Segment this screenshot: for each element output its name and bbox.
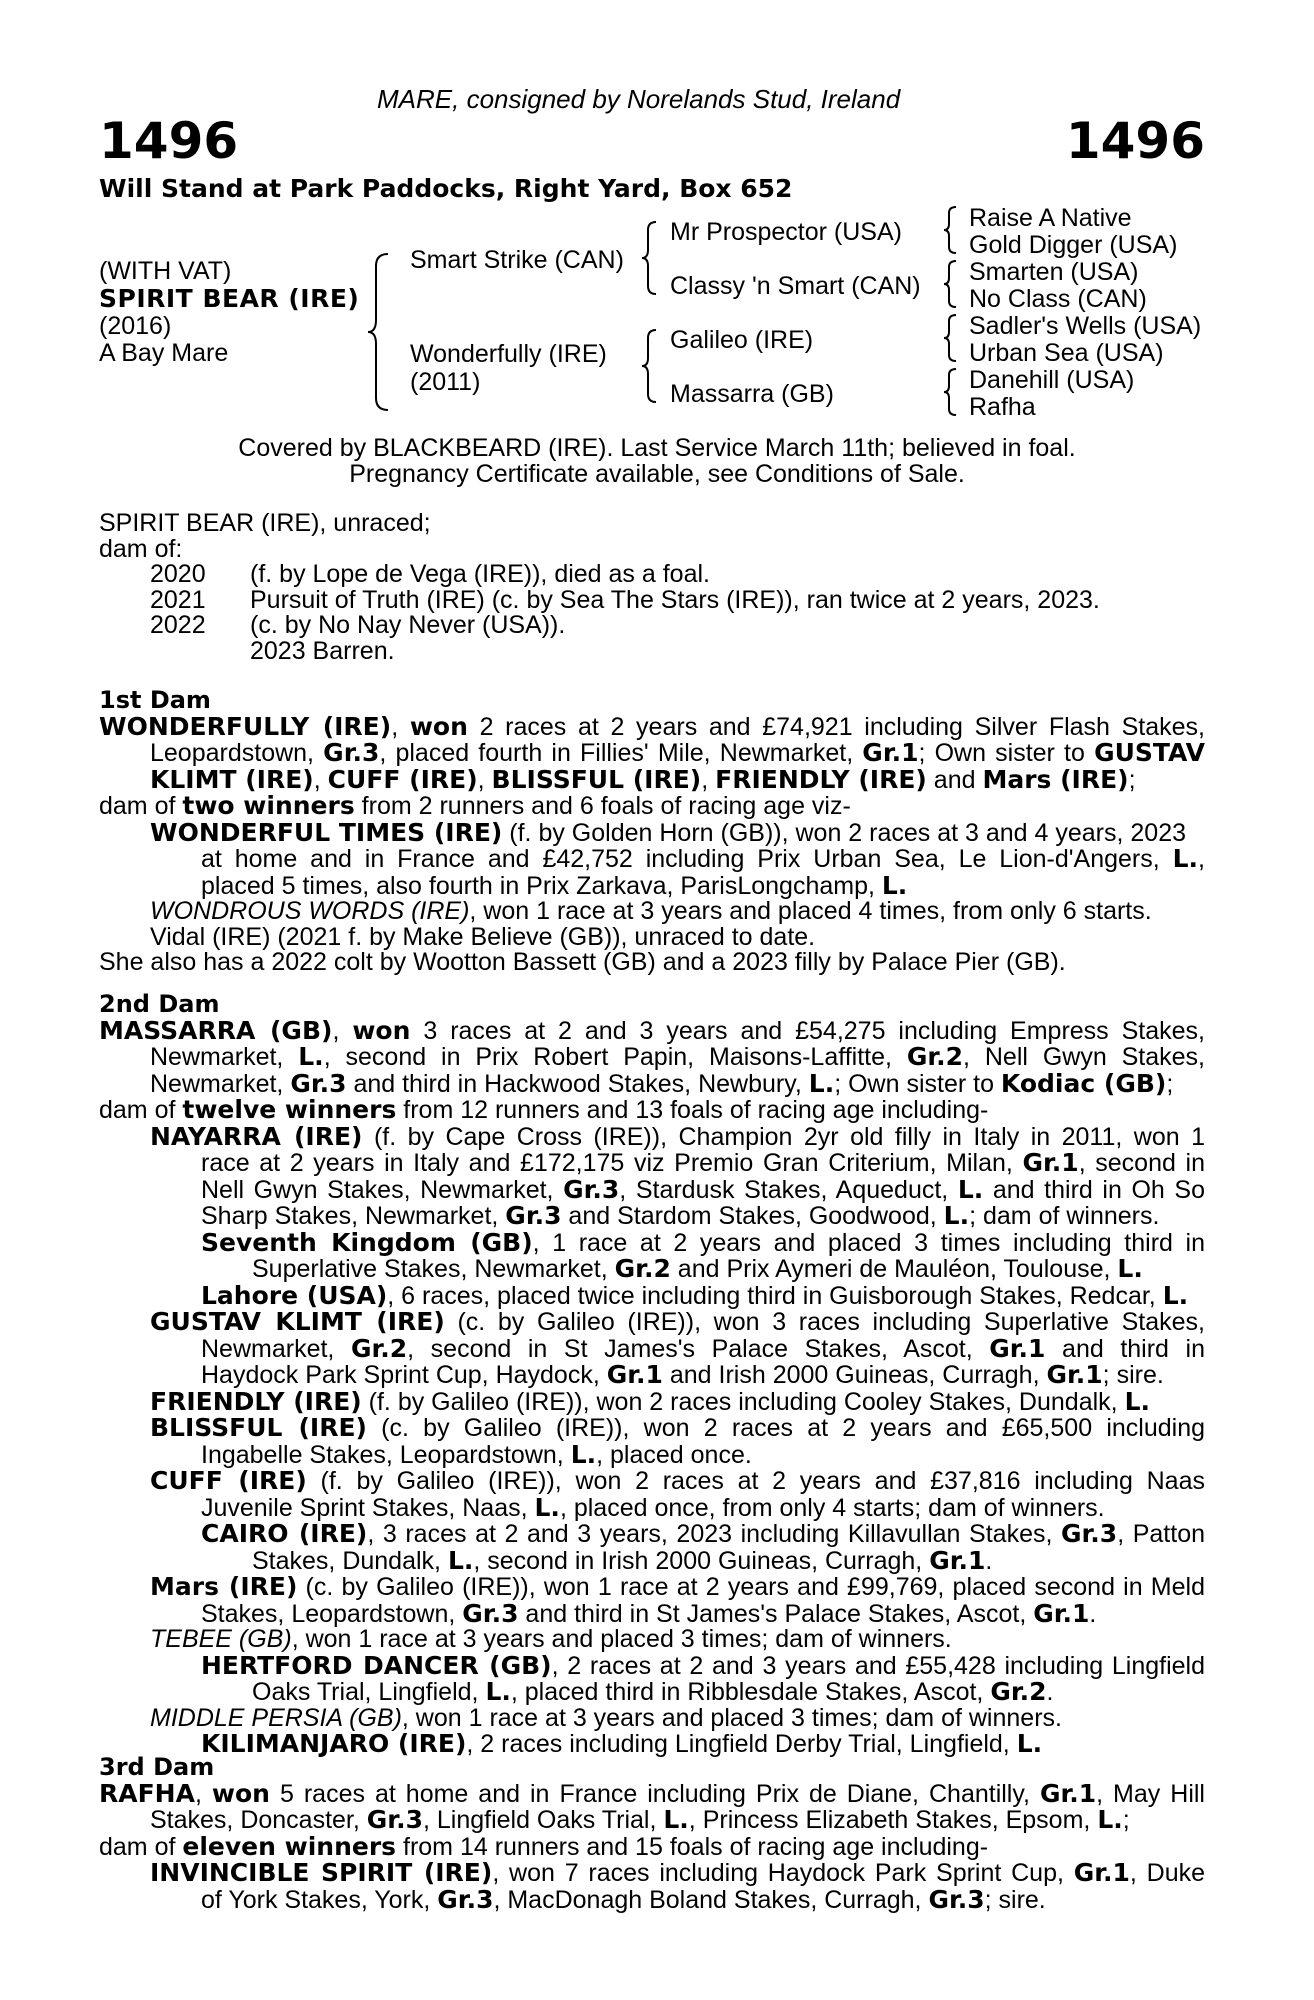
first-dam-line: Leopardstown, Gr.3, placed fourth in Fillies' Mile, Newmarket, Gr.1; Own sister to GUSTAV (150, 738, 1205, 767)
first-dam-name: WONDERFULLY (IRE) (99, 711, 392, 741)
produce-intro: SPIRIT BEAR (IRE), unraced; (99, 509, 431, 537)
gen3-4: Massarra (GB) (670, 380, 834, 408)
progeny-line: at home and in France and £42,752 including Prix Urban Sea, Le Lion-d'Angers, L., (201, 844, 1205, 873)
gen3-3: Galileo (IRE) (670, 326, 814, 354)
progeny-line: KILIMANJARO (IRE), 2 races including Lingfield Derby Trial, Lingfield, L. (201, 1729, 1043, 1758)
second-dam-section: 2nd Dam MASSARRA (GB), won 3 races at 2 and 3 years and £54,275 including Empress Stakes, Newmarket, L., second in Prix Robert Papin, Maisons-Laffitte, Gr.2, Nell Gwyn Stakes, Newmarket, Gr.3 and third in Hackwood Stakes, Newbury, L.; Own sister to Kodiac (GB); dam of twelve winners from 12 runners and 13 foals of racing age including- NAYARRA (IRE) (f. by Cape Cross (IRE)), Champion 2yr old filly in Italy in 2011, won 1 race at 2 years in Italy and £172,175 viz Premio Gran Criterium, Milan, Gr.1, second in Nell Gwyn Stakes, Newmarket, Gr.3, Stardusk Stakes, Aqueduct, L. and third in Oh So Sharp Stakes, Newmarket, Gr.3 and Stardom Stakes, Goodwood, L.; dam of winners. Seventh Kingdom (GB), 1 race at 2 years and placed 3 times including third in Superlative Stakes, Newmarket, Gr.2 and Prix Aymeri de Mauléon, Toulouse, L. Lahore (USA), 6 races, placed twice including third in Guisborough Stakes, Redcar, L. GUSTAV KLIMT (IRE) (c. by Galileo (IRE)), won 3 races including Superlative Stakes, Newmarket, Gr.2, second in St James's Palace Stakes, Ascot, Gr.1 and third in Haydock Park Sprint Cup, Haydock, Gr.1 and Irish 2000 Guineas, Curragh, Gr.1; sire. FRIENDLY (IRE) (f. by Galileo (IRE)), won 2 races including Cooley Stakes, Dundalk, L. BLISSFUL (IRE) (c. by Galileo (IRE)), won 2 races at 2 years and £65,500 including Ingabelle Stakes, Leopardstown, L., placed once. CUFF (IRE) (f. by Galileo (IRE)), won 2 races at 2 years and £37,816 including Naas Juvenile Sprint Stakes, Naas, L., placed once, from only 4 starts; dam of winners. CAIRO (IRE), 3 races at 2 and 3 years, 2023 including Killavullan Stakes, Gr.3, Patton Stakes, Dundalk, L., second in Irish 2000 Guineas, Curragh, Gr.1. Mars (IRE) (c. by Galileo (IRE)), won 1 race at 2 years and £99,769, placed second in Meld Stakes, Leopardstown, Gr.3 and third in St James's Palace Stakes, Ascot, Gr.1. TEBEE (GB), won 1 race at 3 years and placed 3 times; dam of winners. HERTFORD DANCER (GB), 2 races at 2 and 3 years and £55,428 including Lingfield Oaks Trial, Lingfield, L., placed third in Ribblesdale Stakes, Ascot, Gr.2. MIDDLE PERSIA (GB), won 1 race at 3 years and placed 3 times; dam of winners. KILIMANJARO (IRE), 2 races including Lingfield Derby Trial, Lingfield, L. (99, 990, 1206, 1758)
first-dam-section (99, 688, 1205, 976)
pedigree-brace-4 (944, 205, 958, 255)
progeny-line: CAIRO (IRE), 3 races at 2 and 3 years, 2023 including Killavullan Stakes, Gr.3, Patton (201, 1519, 1205, 1548)
first-dam-line: WONDERFULLY (IRE), won 2 races at 2 years and £74,921 including Silver Flash Stakes, (99, 711, 1205, 741)
produce-item (99, 562, 1205, 588)
dam-name: Wonderfully (IRE) (410, 340, 607, 368)
progeny-line: HERTFORD DANCER (GB), 2 races at 2 and 3 years and £55,428 including Lingfield (201, 1650, 1206, 1680)
gen3-1: Mr Prospector (USA) (670, 218, 902, 246)
second-dam-heading: 2nd Dam (99, 990, 220, 1018)
produce-year: 2020 (150, 560, 206, 588)
gen4-3: Smarten (USA) (969, 258, 1139, 286)
progeny-line: Lahore (USA), 6 races, placed twice including third in Guisborough Stakes, Redcar, L. (201, 1280, 1189, 1310)
pedigree-brace-2 (642, 220, 658, 296)
pedigree-brace-7 (944, 367, 958, 417)
progeny-line: INVINCIBLE SPIRIT (IRE), won 7 races including Haydock Park Sprint Cup, Gr.1, Duke (150, 1858, 1205, 1887)
vat-label: (WITH VAT) (99, 257, 232, 285)
produce-item (99, 585, 1205, 614)
progeny-line: CUFF (IRE) (f. by Galileo (IRE)), won 2 races at 2 years and £37,816 including Naas (150, 1466, 1205, 1495)
first-dam-line: KLIMT (IRE), CUFF (IRE), BLISSFUL (IRE), FRIENDLY (IRE) and Mars (IRE); (150, 764, 1136, 794)
progeny-line: WONDERFUL TIMES (IRE) (f. by Golden Horn (GB)), won 2 races at 3 and 4 years, 2023 (150, 817, 1187, 847)
produce-item (99, 636, 1205, 665)
progeny-line: GUSTAV KLIMT (IRE) (c. by Galileo (IRE)), won 3 races including Superlative Stakes, (150, 1307, 1205, 1336)
produce-dam-of: dam of: (99, 534, 183, 563)
produce-text: Pursuit of Truth (IRE) (c. by Sea The Stars (IRE)), ran twice at 2 years, 2023. (250, 585, 1100, 614)
third-dam-section: 3rd Dam RAFHA, won 5 races at home and in France including Prix de Diane, Chantilly, Gr.1, May Hill Stakes, Doncaster, Gr.3, Lingfield Oaks Trial, L., Princess Elizabeth Stakes, Epsom, L.; dam of eleven winners from 14 runners and 15 foals of racing age including- INVINCIBLE SPIRIT (IRE), won 7 races including Haydock Park Sprint Cup, Gr.1, Duke of York Stakes, York, Gr.3, MacDonagh Boland Stakes, Curragh, Gr.3; sire. (99, 1753, 1205, 1914)
pedigree-brace-1 (368, 252, 390, 412)
won-label: won (409, 711, 468, 741)
pedigree-brace-3 (642, 328, 658, 404)
produce-year: 2022 (150, 611, 206, 639)
progeny-line: FRIENDLY (IRE) (f. by Galileo (IRE)), won 2 races including Cooley Stakes, Dundalk, L. (150, 1386, 1150, 1416)
gen3-2: Classy 'n Smart (CAN) (670, 272, 921, 300)
progeny-line: placed 5 times, also fourth in Prix Zarkava, ParisLongchamp, L. (201, 870, 908, 900)
progeny-line: MIDDLE PERSIA (GB), won 1 race at 3 years and placed 3 times; dam of winners. (150, 1703, 1062, 1732)
stand-location: Will Stand at Park Paddocks, Right Yard, Box 652 (99, 174, 793, 203)
gen4-6: Urban Sea (USA) (969, 339, 1164, 367)
progeny-line: Mars (IRE) (c. by Galileo (IRE)), won 1 race at 2 years and £99,769, placed second in Meld (150, 1572, 1205, 1601)
progeny-line: NAYARRA (IRE) (f. by Cape Cross (IRE)), Champion 2yr old filly in Italy in 2011, won 1 (150, 1121, 1205, 1151)
gen4-4: No Class (CAN) (969, 285, 1147, 313)
covering-line-1: Covered by BLACKBEARD (IRE). Last Service March 11th; believed in foal. (238, 434, 1076, 462)
gen4-1: Raise A Native (969, 204, 1132, 232)
progeny-line: Seventh Kingdom (GB), 1 race at 2 years and placed 3 times including third in (201, 1227, 1205, 1257)
third-dam-name: RAFHA (99, 1778, 195, 1808)
sire-name: Smart Strike (CAN) (410, 246, 624, 274)
pedigree-brace-6 (944, 313, 958, 363)
third-dam-heading: 3rd Dam (99, 1753, 215, 1781)
progeny-line: TEBEE (GB), won 1 race at 3 years and placed 3 times; dam of winners. (150, 1625, 952, 1653)
produce-text: 2023 Barren. (250, 636, 395, 665)
lot-number-right: 1496 (1065, 112, 1205, 170)
consignor-line: MARE, consigned by Norelands Stud, Ireland (377, 84, 901, 114)
progeny-line: WONDROUS WORDS (IRE), won 1 race at 3 years and placed 4 times, from only 6 starts. (150, 897, 1152, 925)
produce-item (99, 613, 1205, 639)
pedigree-brace-5 (944, 259, 958, 309)
produce-text: (f. by Lope de Vega (IRE)), died as a foal. (250, 560, 710, 588)
horse-name: SPIRIT BEAR (IRE) (99, 284, 360, 313)
gen4-8: Rafha (969, 393, 1036, 421)
gen4-2: Gold Digger (USA) (969, 231, 1178, 259)
dam-year: (2011) (410, 368, 481, 396)
first-dam-heading: 1st Dam (99, 686, 211, 714)
first-dam-also: She also has a 2022 colt by Wootton Bassett (GB) and a 2023 filly by Palace Pier (GB). (99, 948, 1066, 976)
produce-year: 2021 (150, 585, 206, 614)
horse-description: A Bay Mare (99, 339, 229, 367)
progeny-line: BLISSFUL (IRE) (c. by Galileo (IRE)), won 2 races at 2 years and £65,500 including (150, 1413, 1205, 1442)
produce-section (99, 511, 1205, 664)
covering-line-2: Pregnancy Certificate available, see Conditions of Sale. (349, 460, 965, 488)
gen4-5: Sadler's Wells (USA) (969, 312, 1202, 340)
progeny-line: Vidal (IRE) (2021 f. by Make Believe (GB)), unraced to date. (150, 922, 816, 951)
gen4-7: Danehill (USA) (969, 366, 1135, 394)
horse-year: (2016) (99, 312, 172, 340)
second-dam-name: MASSARRA (GB) (99, 1015, 333, 1045)
lot-number-left: 1496 (99, 112, 239, 170)
first-dam-line: dam of two winners from 2 runners and 6 foals of racing age viz- (99, 791, 851, 820)
produce-text: (c. by No Nay Never (USA)). (250, 611, 566, 639)
